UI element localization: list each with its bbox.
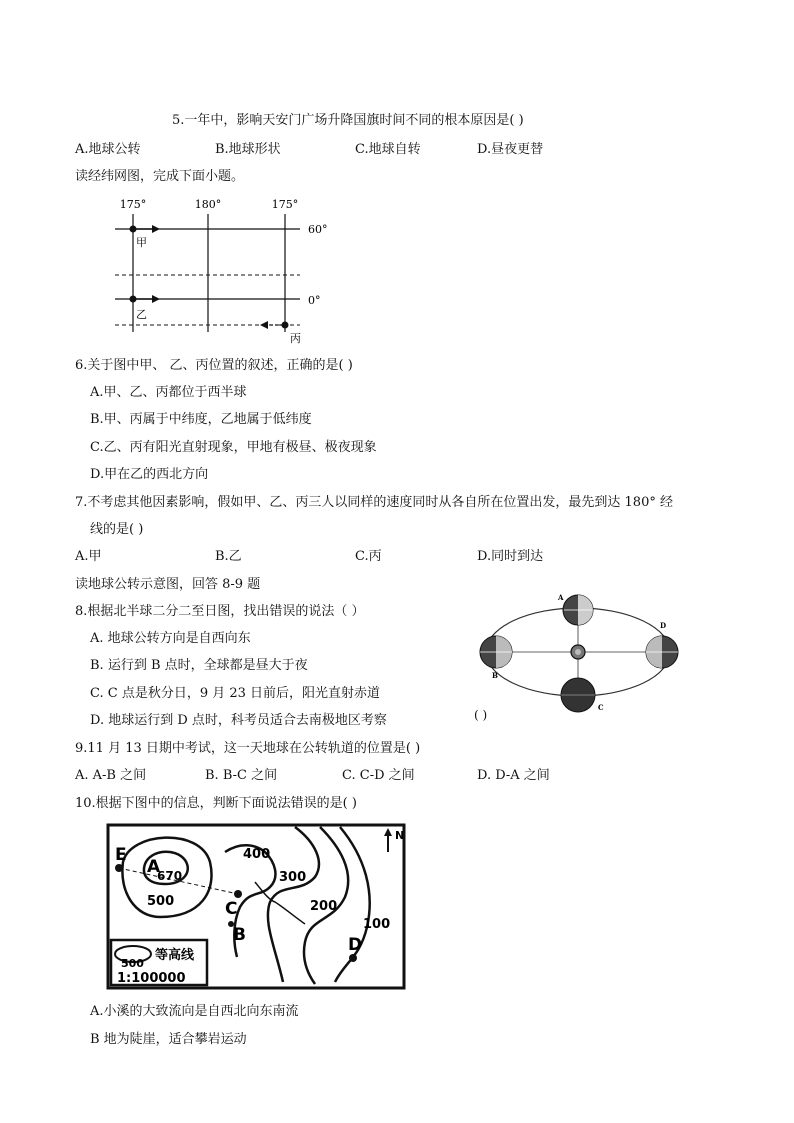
orbit-label-c: C [598,703,604,712]
map-label-c: C [225,899,238,919]
q6-stem: 6.关于图中甲、 乙、丙位置的叙述，正确的是( ) [75,358,353,373]
grid-intro: 读经纬网图，完成下面小题。 [75,169,245,184]
q7-option-b: B.乙 [215,549,242,564]
q6-option-b: B.甲、丙属于中纬度，乙地属于低纬度 [90,412,312,427]
q7-stem-line1: 7.不考虑其他因素影响，假如甲、乙、丙三人以同样的速度同时从各自所在位置出发，最先到达 180° 经 [75,495,673,510]
orbit-intro: 读地球公转示意图，回答 8-9 题 [75,577,261,592]
label-bing: 丙 [290,332,301,345]
lon-label-175e: 175° [271,198,299,211]
label-jia: 甲 [136,236,147,249]
q6-option-a: A.甲、乙、丙都位于西半球 [90,385,247,400]
lat-label-60: 60° [308,223,328,236]
map-label-a: A [147,857,161,877]
map-point-e [115,864,123,872]
contour-value-100: 100 [363,917,391,932]
contour-value-200: 200 [310,899,338,914]
contour-map-figure [105,822,407,992]
q8-option-d: D. 地球运行到 D 点时，科考员适合去南极地区考察 [90,713,387,728]
q7-option-d: D.同时到达 [477,549,544,564]
map-scale: 1:100000 [117,971,186,986]
lat-long-grid-figure [100,192,340,348]
q10-stem: 10.根据下图中的信息，判断下面说法错误的是( ) [75,796,357,811]
q8-option-a: A. 地球公转方向是自西向东 [90,631,251,646]
orbit-label-d: D [660,621,667,630]
q8-option-b: B. 运行到 B 点时，全球都是昼大于夜 [90,658,308,673]
contour-value-670: 670 [157,869,183,883]
q9-option-a: A. A-B 之间 [75,768,147,783]
label-yi: 乙 [136,308,147,321]
orbit-label-a: A [558,593,564,602]
q6-option-c: C.乙、丙有阳光直射现象，甲地有极昼、极夜现象 [90,440,377,455]
orbit-label-b: B [492,671,498,680]
orbit-answer-bracket: ( ) [474,708,488,722]
q10-option-a: A.小溪的大致流向是自西北向东南流 [90,1004,299,1019]
legend-contour-label: 等高线 [155,948,195,963]
contour-value-300: 300 [279,870,307,885]
map-label-d: D [348,935,363,955]
lon-label-175w: 175° [119,198,147,211]
q7-option-c: C.丙 [355,549,382,564]
map-label-e: E [115,845,127,865]
map-point-c [234,890,242,898]
q8-option-c: C. C 点是秋分日，9 月 23 日前后，阳光直射赤道 [90,686,381,701]
earth-orbit-figure [470,578,685,724]
q7-stem-line2: 线的是( ) [90,522,144,537]
lon-label-180: 180° [194,198,222,211]
q9-stem: 9.11 月 13 日期中考试，这一天地球在公转轨道的位置是( ) [75,741,421,756]
map-label-b: B [233,925,246,945]
q9-option-d: D. D-A 之间 [477,768,550,783]
q5-option-a: A.地球公转 [75,142,141,157]
contour-value-500: 500 [147,894,175,909]
q5-option-b: B.地球形状 [215,142,281,157]
q9-option-c: C. C-D 之间 [342,768,415,783]
map-point-d [349,954,357,962]
north-label: N [395,829,405,842]
contour-value-400: 400 [243,847,271,862]
q9-option-b: B. B-C 之间 [205,768,278,783]
q7-option-a: A.甲 [75,549,102,564]
q10-option-b: B 地为陡崖，适合攀岩运动 [90,1032,247,1047]
q5-option-d: D.昼夜更替 [477,142,544,157]
q5-option-c: C.地球自转 [355,142,421,157]
q5-stem: 5.一年中，影响天安门广场升降国旗时间不同的根本原因是( ) [172,113,524,128]
q8-stem: 8.根据北半球二分二至日图，找出错误的说法（ ） [75,604,365,619]
q6-option-d: D.甲在乙的西北方向 [90,467,209,482]
lat-label-0: 0° [308,294,321,307]
legend-contour-value: 500 [121,957,144,970]
